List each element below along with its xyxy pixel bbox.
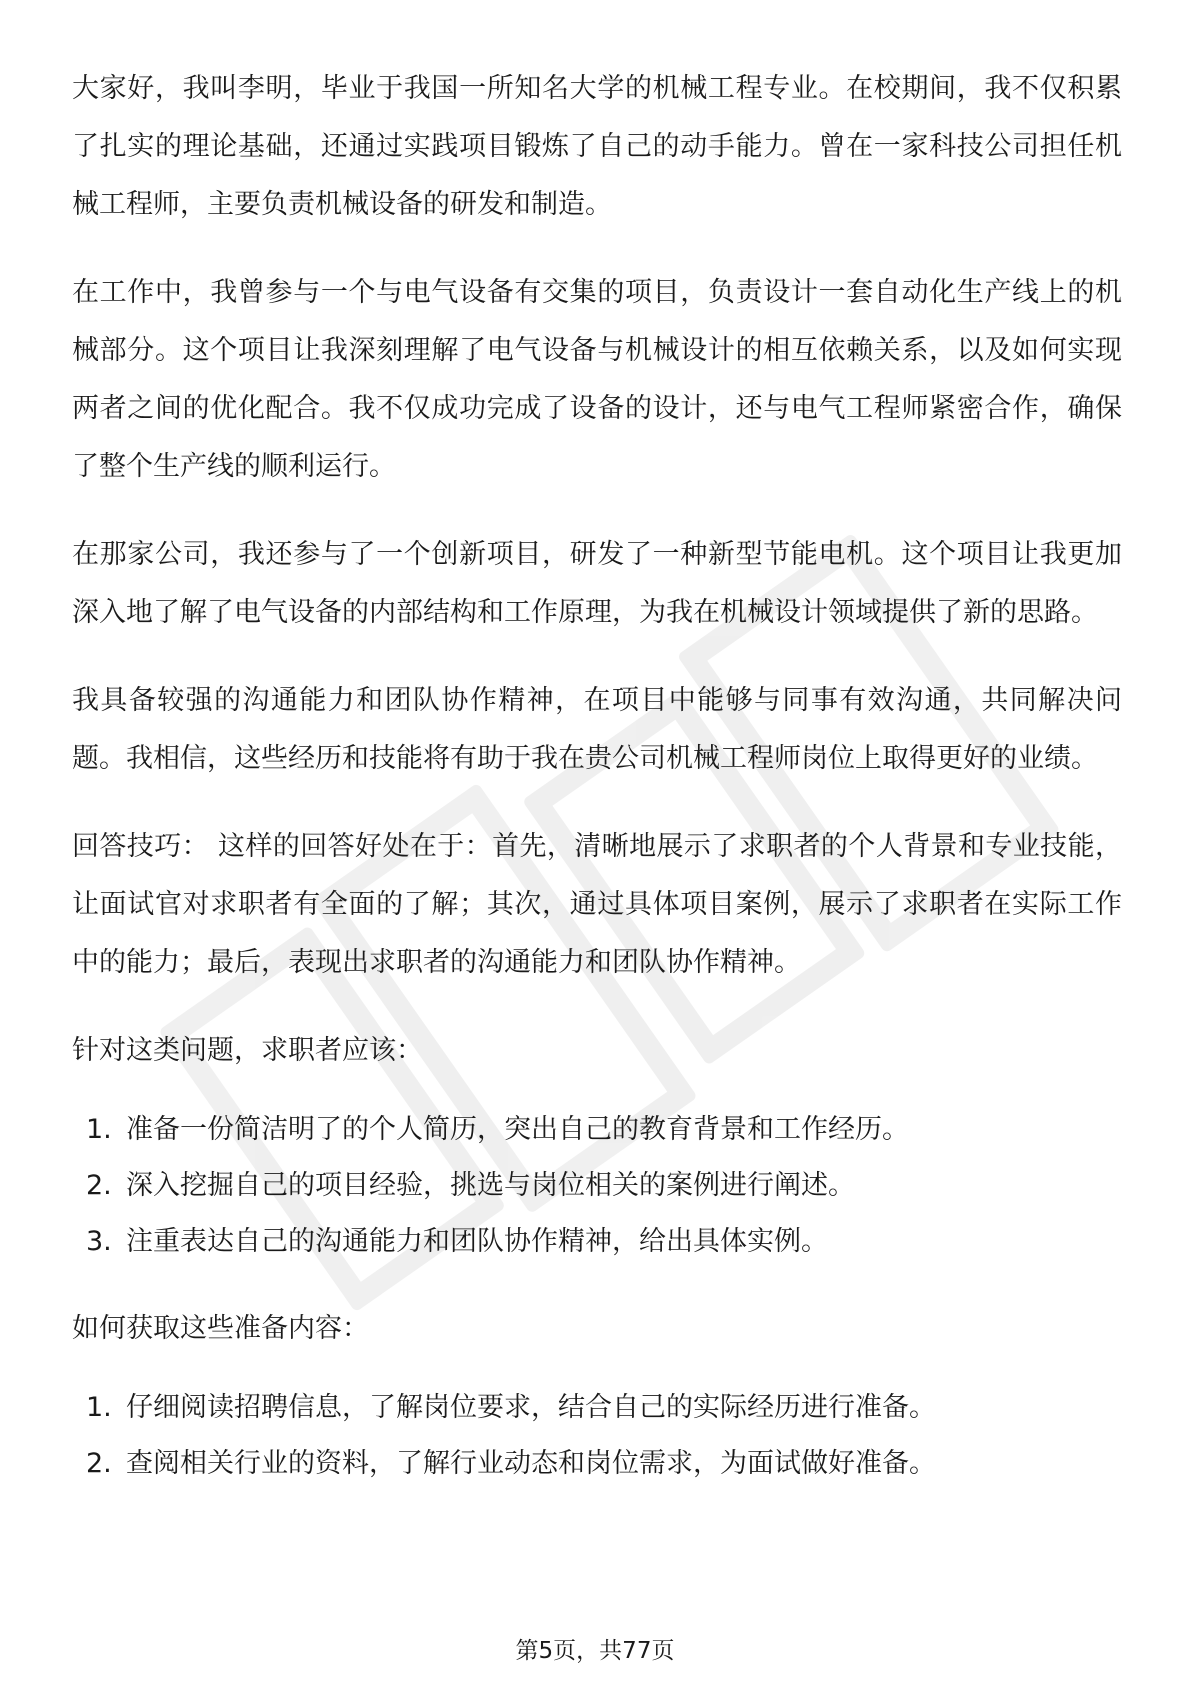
list-text: 注重表达自己的沟通能力和团队协作精神，给出具体实例。	[126, 1226, 828, 1257]
list-text: 深入挖掘自己的项目经验，挑选与岗位相关的案例进行阐述。	[126, 1170, 855, 1201]
tips-paragraph: 回答技巧： 这样的回答好处在于：首先，清晰地展示了求职者的个人背景和专业技能，让面试官对求职者有全面的了解；其次，通过具体项目案例，展示了求职者在实际工作中的能力；最后，表现出求职者的沟通能力和团队协作精神。	[72, 831, 1122, 978]
list-text: 仔细阅读招聘信息，了解岗位要求，结合自己的实际经历进行准备。	[126, 1392, 936, 1423]
document-body	[72, 60, 1122, 1522]
work-paragraph: 在工作中，我曾参与一个与电气设备有交集的项目，负责设计一套自动化生产线上的机械部分。这个项目让我深刻理解了电气设备与机械设计的相互依赖关系，以及如何实现两者之间的优化配合。我不仅成功完成了设备的设计，还与电气工程师紧密合作，确保了整个生产线的顺利运行。	[72, 277, 1122, 482]
list-number: 1.	[86, 1114, 112, 1145]
list-item	[72, 1102, 1122, 1158]
prep-heading: 如何获取这些准备内容：	[72, 1313, 369, 1344]
skills-paragraph: 我具备较强的沟通能力和团队协作精神，在项目中能够与同事有效沟通，共同解决问题。我相信，这些经历和技能将有助于我在贵公司机械工程师岗位上取得更好的业绩。	[72, 685, 1122, 774]
page-footer: 第5页，共77页	[515, 1638, 675, 1664]
list-item	[72, 1214, 1122, 1270]
list-item	[72, 1380, 1122, 1436]
list-text: 查阅相关行业的资料，了解行业动态和岗位需求，为面试做好准备。	[126, 1448, 936, 1479]
project-paragraph: 在那家公司，我还参与了一个创新项目，研发了一种新型节能电机。这个项目让我更加深入地了解了电气设备的内部结构和工作原理，为我在机械设计领域提供了新的思路。	[72, 539, 1122, 628]
list-number: 3.	[86, 1226, 112, 1257]
list-number: 1.	[86, 1392, 112, 1423]
advice-list	[72, 1102, 1122, 1270]
intro-paragraph: 大家好，我叫李明，毕业于我国一所知名大学的机械工程专业。在校期间，我不仅积累了扎实的理论基础，还通过实践项目锻炼了自己的动手能力。曾在一家科技公司担任机械工程师，主要负责机械设备的研发和制造。	[72, 73, 1122, 220]
list-item	[72, 1158, 1122, 1214]
list-number: 2.	[86, 1448, 112, 1479]
list-item	[72, 1436, 1122, 1492]
advice-heading: 针对这类问题，求职者应该：	[72, 1035, 423, 1066]
list-text: 准备一份简洁明了的个人简历，突出自己的教育背景和工作经历。	[126, 1114, 909, 1145]
prep-list	[72, 1380, 1122, 1492]
list-number: 2.	[86, 1170, 112, 1201]
